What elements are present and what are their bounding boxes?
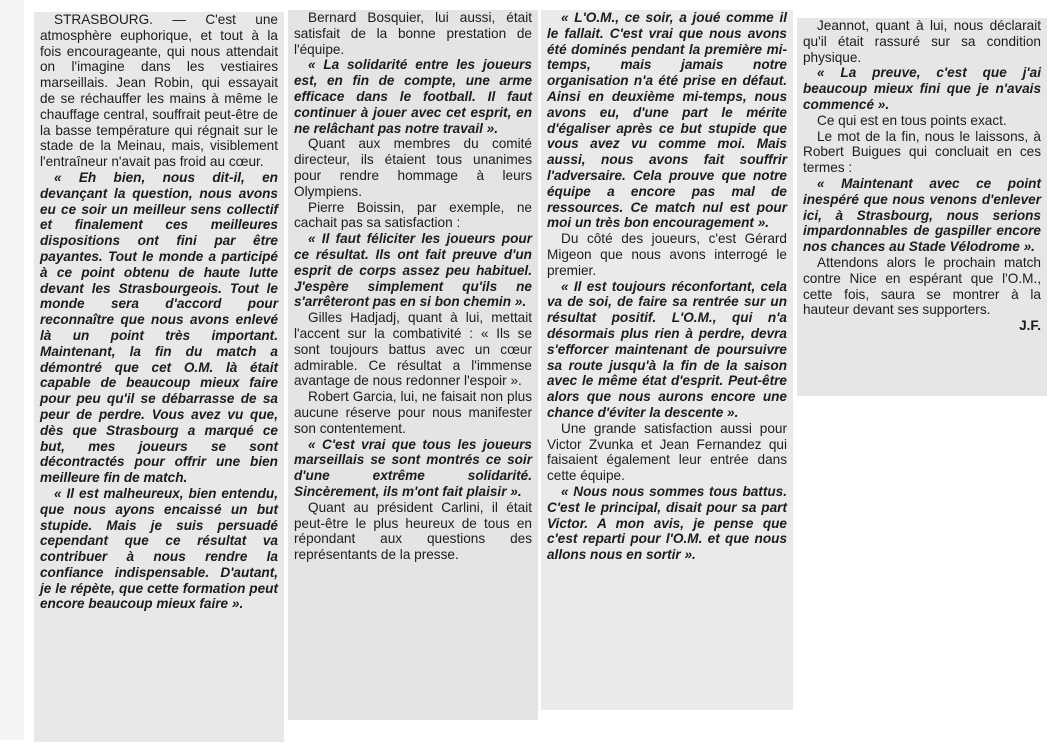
quote-paragraph: « Nous nous sommes tous battus. C'est le principal, disait pour sa part Victor. A mon avis, je pense que c'est reparti pour l'O.M. et que nous allons nous en sortir ». — [547, 483, 787, 563]
paragraph: Gilles Hadjadj, quant à lui, mettait l'accent sur la combativité : « Ils se sont toujours battus avec un cœur admirable. Ce résultat a l'immense avantage de nous redonner l'espoir ». — [294, 310, 532, 389]
paragraph: Quant au président Carlini, il était peut-être le plus heureux de tous en répondant aux questions des représentants de la presse. — [294, 499, 532, 563]
paragraph: Du côté des joueurs, c'est Gérard Migeon que nous avons interrogé le premier. — [547, 231, 787, 278]
author-signature: J.F. — [1019, 318, 1041, 334]
paragraph: Une grande satisfaction aussi pour Victor Zvunka et Jean Fernandez qui faisaient également leur entrée dans cette équipe. — [547, 420, 787, 484]
paragraph: Pierre Boissin, par exemple, ne cachait pas sa satisfaction : — [294, 199, 532, 231]
paragraph: Ce qui est en tous points exact. — [817, 112, 1007, 128]
paragraph: Robert Garcia, lui, ne faisait non plus aucune réserve pour nous manifester son contentement. — [294, 389, 532, 436]
paragraph: Le mot de la fin, nous le laissons, à Robert Buigues qui concluait en ces termes : — [803, 128, 1041, 176]
paragraph: STRASBOURG. — C'est une atmosphère euphorique, et tout à la fois encourageante, qui nous attendait on l'imagine dans les vestiaires marseillais. Jean Robin, qui essayait de se réchauffer les mains à même le chauffage central, souffrait peut-être de la basse température qui régnait sur le stade de la Meinau, mais, visiblement l'entraîneur n'avait pas froid au cœur. — [40, 12, 278, 170]
article-column-3 — [541, 10, 793, 710]
quote-paragraph: « L'O.M., ce soir, a joué comme il le fallait. C'est vrai que nous avons été dominés pendant la première mi-temps, mais jamais notre organisation n'a été prise en défaut. Ainsi en deuxième mi-temps, nous avons eu, d'une part le mérite d'égaliser après ce but stupide que vous avez vu comme moi. Mais aussi, nous avons fait souffrir l'adversaire. Cela prouve que notre équipe a encore pas mal de ressources. Ce match nul est pour moi un très bon encouragement ». — [547, 10, 787, 231]
quote-paragraph: « Eh bien, nous dit-il, en devançant la question, nous avons eu ce soir un meilleur sens collectif et finalement ces meilleures dispositions ont fini par être payantes. Tout le monde a participé à ce point obtenu de haute lutte devant les Strasbourgeois. Tout le monde sera d'accord pour reconnaître que nous avons enlevé là un point très important. Maintenant, la fin du match a démontré que cet O.M. là était capable de beaucoup mieux faire pour peu qu'il se débarrasse de sa peur de perdre. Vous avez vu que, dès que Strasbourg a marqué ce but, mes joueurs se sont décontractés pour offrir une bien meilleure fin de match. — [40, 169, 278, 486]
quote-paragraph: « La solidarité entre les joueurs est, en fin de compte, une arme efficace dans le football. Il faut continuer à jouer avec cet esprit, en ne relâchant pas notre travail ». — [294, 57, 532, 136]
paragraph: Attendons alors le prochain match contre Nice en espérant que l'O.M., cette fois, saura se montrer à la hauteur devant ses supporters. — [803, 254, 1041, 318]
paragraph: Jeannot, quant à lui, nous déclarait qu'il était rassuré sur sa condition physique. — [803, 18, 1041, 65]
quote-paragraph: « Il faut féliciter les joueurs pour ce résultat. Ils ont fait preuve d'un esprit de corps assez peu habituel. J'espère simplement qu'ils ne s'arrêteront pas en si bon chemin ». — [294, 231, 532, 310]
article-column-1 — [34, 12, 284, 742]
quote-paragraph: « Il est toujours réconfortant, cela va de soi, de faire sa rentrée sur un résultat positif. L'O.M., qui n'a désormais plus rien à perdre, devra s'efforcer maintenant de poursuivre sa route jusqu'à la fin de la saison avec le même état d'esprit. Peut-être alors que nous aurons encore une chance d'éviter la descente ». — [547, 278, 787, 420]
quote-paragraph: « Il est malheureux, bien entendu, que nous ayons encaissé un but stupide. Mais je suis persuadé cependant que ce résultat va contribuer à nous rendre la confiance indispensable. D'autant, je le répète, que cette formation peut encore beaucoup mieux faire ». — [40, 485, 278, 612]
quote-paragraph: « C'est vrai que tous les joueurs marseillais se sont montrés ce soir d'une extrême solidarité. Sincèrement, ils m'ont fait plaisir ». — [294, 436, 532, 499]
paragraph: Bernard Bosquier, lui aussi, était satisfait de la bonne prestation de l'équipe. — [294, 10, 532, 57]
article-column-4 — [797, 18, 1047, 396]
quote-paragraph: « La preuve, c'est que j'ai beaucoup mieux fini que je n'avais commencé ». — [803, 65, 1041, 112]
quote-paragraph: « Maintenant avec ce point inespéré que nous venons d'enlever ici, à Strasbourg, nous serions impardonnables de gaspiller encore nos chances au Stade Vélodrome ». — [803, 175, 1041, 255]
article-column-2 — [288, 10, 538, 720]
paragraph: Quant aux membres du comité directeur, ils étaient tous unanimes pour rendre hommage à leurs Olympiens. — [294, 136, 532, 199]
scan-margin — [0, 0, 24, 740]
